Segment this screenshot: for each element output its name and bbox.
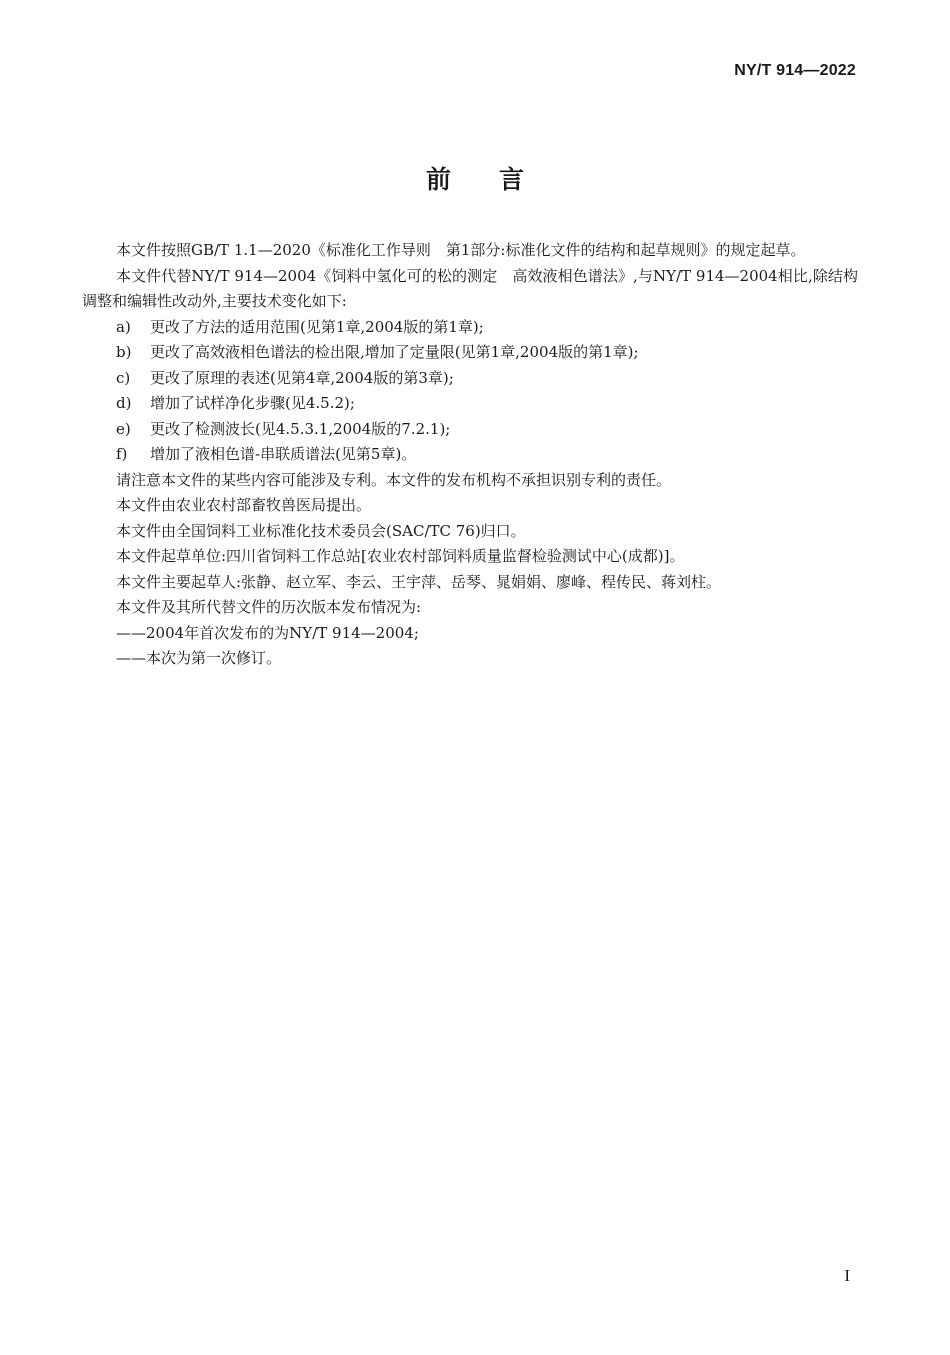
list-marker: a) [116,317,131,336]
paragraph-drafters: 本文件主要起草人:张静、赵立军、李云、王宇萍、岳琴、晁娟娟、廖峰、程传民、蒋刘柱。 [116,572,722,591]
paragraph-drafting-unit: 本文件起草单位:四川省饲料工作总站[农业农村部饲料质量监督检验测试中心(成都)]。 [116,547,685,565]
history-item: ——2004年首次发布的为NY/T 914—2004; [116,623,419,642]
list-item [82,315,858,341]
list-item-text: 更改了高效液相色谱法的检出限,增加了定量限(见第1章,2004版的第1章); [150,343,639,361]
page-number: I [844,1266,850,1285]
list-item-text: 更改了检测波长(见4.5.3.1,2004版的7.2.1); [150,419,451,438]
list-item-text: 增加了液相色谱-串联质谱法(见第5章)。 [150,445,417,463]
paragraph-proposer: 本文件由农业农村部畜牧兽医局提出。 [116,496,372,514]
standard-code: NY/T 914—2022 [734,62,856,79]
list-item [82,442,858,468]
changes-list [82,315,858,468]
list-item-text: 更改了方法的适用范围(见第1章,2004版的第1章); [150,317,484,336]
history-item: ——本次为第一次修订。 [116,649,282,667]
foreword-body [82,238,858,672]
page-title: 前言 [425,165,572,194]
list-item-text: 增加了试样净化步骤(见4.5.2); [150,394,355,412]
list-marker: e) [116,419,131,438]
list-item [82,417,858,443]
list-marker: f) [116,445,128,463]
paragraph-patent-notice: 请注意本文件的某些内容可能涉及专利。本文件的发布机构不承担识别专利的责任。 [116,470,672,489]
paragraph-technical-committee: 本文件由全国饲料工业标准化技术委员会(SAC/TC 76)归口。 [116,521,526,540]
list-item-text: 更改了原理的表述(见第4章,2004版的第3章); [150,368,454,387]
list-item [82,391,858,417]
paragraph-replacement: 本文件代替NY/T 914—2004《饲料中氢化可的松的测定 高效液相色谱法》,与NY/T 914—2004相比,除结构调整和编辑性改动外,主要技术变化如下: [82,266,858,310]
paragraph-drafting-rules: 本文件按照GB/T 1.1—2020《标准化工作导则 第1部分:标准化文件的结构和起草规则》的规定起草。 [116,241,806,259]
paragraph-version-history: 本文件及其所代替文件的历次版本发布情况为: [116,598,422,616]
list-item [82,340,858,366]
list-marker: d) [116,394,132,412]
list-marker: c) [116,368,131,387]
list-marker: b) [116,343,132,361]
list-item [82,366,858,392]
